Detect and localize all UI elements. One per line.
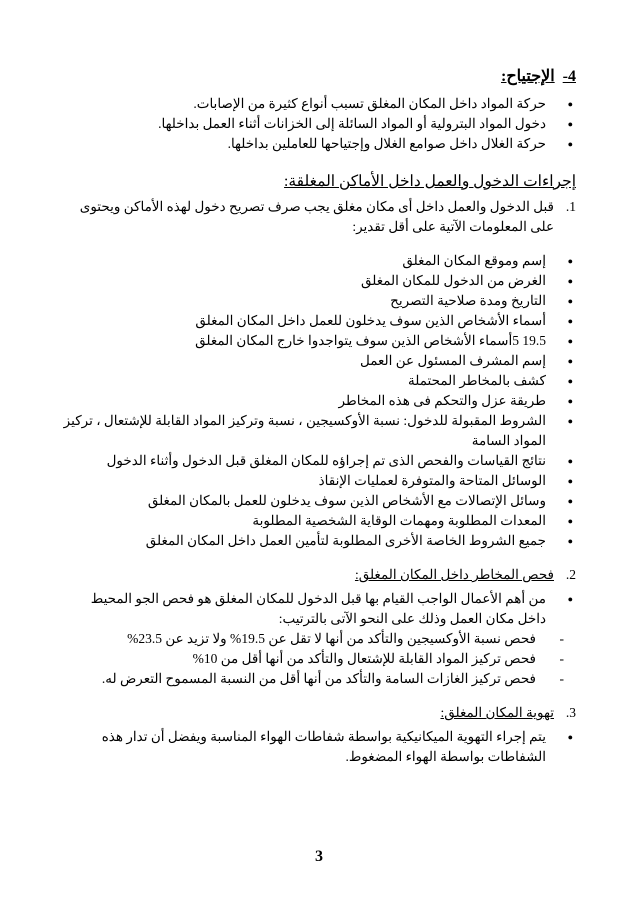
list-item: ● حركة الغلال داخل صوامع الغلال وإجتياحها للعاملين بداخلها. (62, 134, 576, 154)
procedure-item-1 (62, 197, 576, 237)
list-item: ● 19.5 5أسماء الأشخاص الذين سوف يتواجدوا خارج المكان المغلق (62, 331, 576, 351)
list-item: ● إسم وموقع المكان المغلق (62, 251, 576, 271)
procedure-item-3-heading (62, 703, 576, 723)
item-number: 3. (565, 705, 576, 720)
document-page (62, 66, 576, 767)
section-4-title: الإجتياح: (501, 68, 555, 85)
section-4-number: 4- (562, 68, 576, 85)
list-item: ● الغرض من الدخول للمكان المغلق (62, 271, 576, 291)
procedure-item-3-bullets (62, 727, 576, 767)
section-4-heading (62, 66, 576, 86)
list-item: ● نتائج القياسات والفحص الذى تم إجراؤه للمكان المغلق قبل الدخول وأثناء الدخول (62, 451, 576, 471)
list-item: ● الوسائل المتاحة والمتوفرة لعمليات الإنقاذ (62, 471, 576, 491)
page-number: 3 (315, 848, 323, 865)
list-item: ● الشروط المقبولة للدخول: نسبة الأوكسيجين ، نسبة وتركيز المواد القابلة للإشتعال ، تركيز المواد السامة (62, 411, 576, 451)
item-text: قبل الدخول والعمل داخل أى مكان مغلق يجب صرف تصريح دخول لهذه الأماكن ويحتوى على المعلومات الآتية على أقل تقدير: (79, 199, 554, 234)
list-item: - فحص تركيز الغازات السامة والتأكد من أنها أقل من النسبة المسموح التعرض له. (62, 669, 576, 689)
list-item: - فحص نسبة الأوكسيجين والتأكد من أنها لا تقل عن 19.5% ولا تزيد عن 23.5% (62, 629, 576, 649)
list-item: ● المعدات المطلوبة ومهمات الوقاية الشخصية المطلوبة (62, 511, 576, 531)
list-item: ● جميع الشروط الخاصة الأخرى المطلوبة لتأمين العمل داخل المكان المغلق (62, 531, 576, 551)
procedure-item-2-bullets (62, 589, 576, 629)
procedure-item-2-heading (62, 565, 576, 585)
list-item: ● طريقة عزل والتحكم فى هذه المخاطر (62, 391, 576, 411)
list-item: ● دخول المواد البترولية أو المواد السائلة إلى الخزانات أثناء العمل بداخلها. (62, 114, 576, 134)
list-item: ● يتم إجراء التهوية الميكانيكية بواسطة شفاطات الهواء المناسبة ويفضل أن تدار هذه الشفاطات بواسطة الهواء المضغوط. (62, 727, 576, 767)
item-title: تهوية المكان المغلق: (440, 705, 554, 720)
section-4-bullets (62, 94, 576, 154)
procedures-title: إجراءات الدخول والعمل داخل الأماكن المغلقة: (284, 173, 576, 190)
list-item: - فحص تركيز المواد القابلة للإشتعال والتأكد من أنها أقل من 10% (62, 649, 576, 669)
list-item: ● من أهم الأعمال الواجب القيام بها قبل الدخول للمكان المغلق هو فحص الجو المحيط داخل مكان العمل وذلك على النحو الآتى بالترتيب: (62, 589, 576, 629)
item-number: 1. (565, 199, 576, 214)
hazard-check-list (62, 629, 576, 689)
permit-items-list (62, 251, 576, 551)
list-item: ● كشف بالمخاطر المحتملة (62, 371, 576, 391)
list-item: ● إسم المشرف المسئول عن العمل (62, 351, 576, 371)
list-item: ● التاريخ ومدة صلاحية التصريح (62, 291, 576, 311)
list-item: ● حركة المواد داخل المكان المغلق تسبب أنواع كثيرة من الإصابات. (62, 94, 576, 114)
item-number: 2. (565, 567, 576, 582)
list-item: ● أسماء الأشخاص الذين سوف يدخلون للعمل داخل المكان المغلق (62, 311, 576, 331)
list-item: ● وسائل الإتصالات مع الأشخاص الذين سوف يدخلون للعمل بالمكان المغلق (62, 491, 576, 511)
item-title: فحص المخاطر داخل المكان المغلق: (354, 567, 554, 582)
